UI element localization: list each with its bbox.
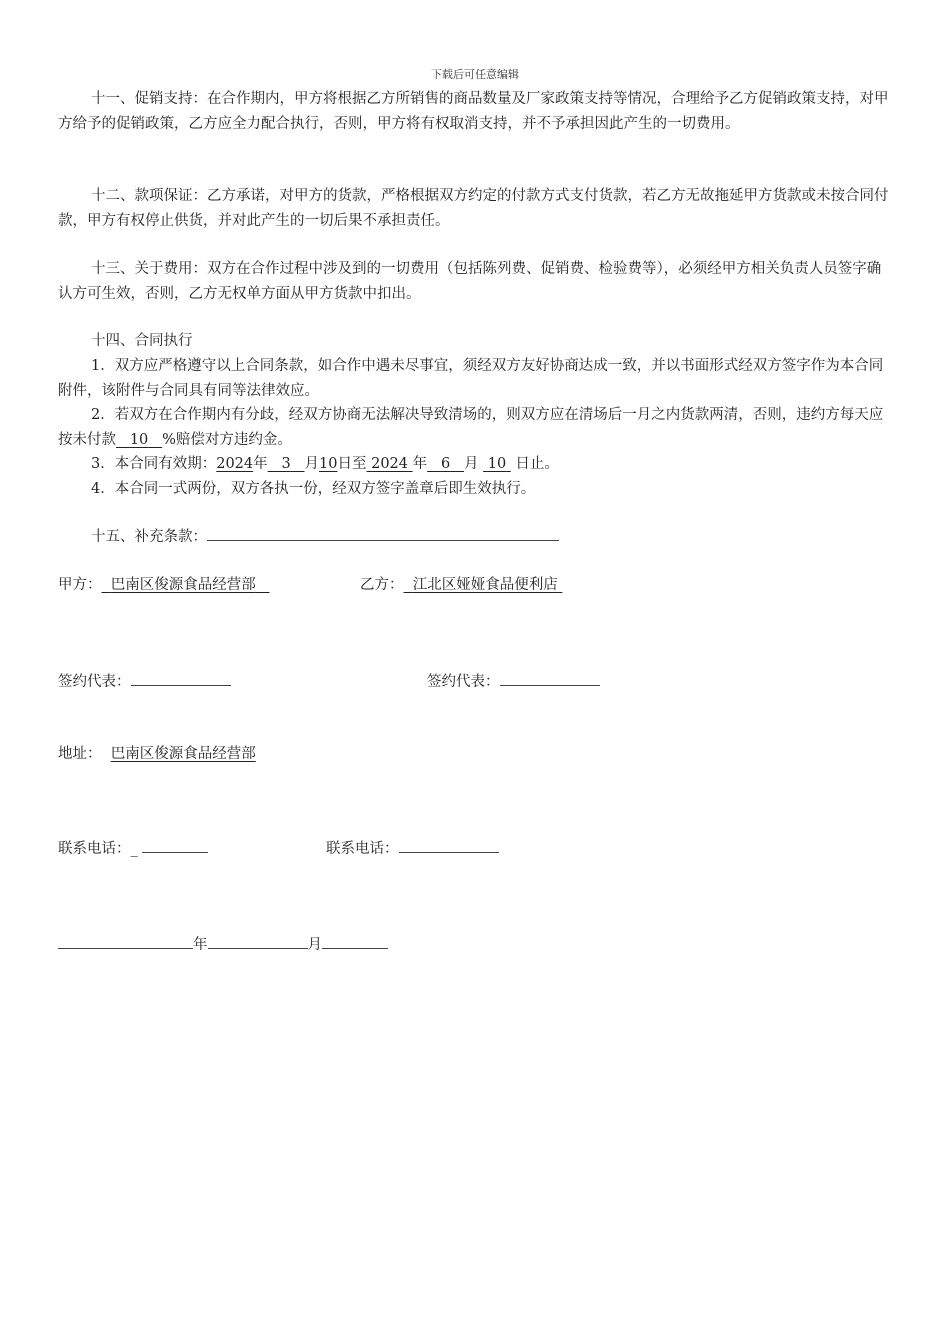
phone-b-field[interactable] bbox=[399, 838, 499, 853]
party-b-name-field[interactable]: 江北区娅娅食品便利店 bbox=[412, 577, 558, 593]
rep-a-field[interactable] bbox=[131, 671, 231, 686]
page-header-note: 下载后可任意编辑 bbox=[431, 68, 519, 81]
penalty-rate-field[interactable]: 10 bbox=[129, 431, 149, 448]
party-a: 甲方： 巴南区俊源食品经营部 bbox=[58, 573, 270, 597]
rep-a: 签约代表： bbox=[58, 670, 231, 694]
signing-date: 年 月 bbox=[58, 933, 388, 957]
rep-b: 签约代表： bbox=[427, 670, 600, 694]
party-b: 乙方： 江北区娅娅食品便利店 bbox=[360, 573, 562, 597]
rep-b-field[interactable] bbox=[500, 671, 600, 686]
end-year-field[interactable]: 2024 bbox=[371, 456, 408, 472]
phone-a-field[interactable] bbox=[142, 838, 208, 853]
start-day-field[interactable]: 10 bbox=[319, 456, 338, 472]
start-year-field[interactable]: 2024 bbox=[216, 456, 254, 472]
date-day-field[interactable] bbox=[322, 934, 388, 949]
start-month-field[interactable]: 3 bbox=[281, 456, 291, 472]
supplementary-terms-field[interactable] bbox=[207, 526, 559, 541]
party-a-name-field[interactable]: 巴南区俊源食品经营部 bbox=[110, 577, 256, 593]
clause-14-item-4: 4．本合同一式两份，双方各执一份，经双方签字盖章后即生效执行。 bbox=[91, 481, 536, 497]
phone-a: 联系电话：_ bbox=[58, 837, 208, 861]
clause-14-item-1: 1．双方应严格遵守以上合同条款，如合作中遇未尽事宜，须经双方友好协商达成一致，并以书面形式经双方签字作为本合同附件，该附件与合同具有同等法律效应。 bbox=[58, 358, 884, 399]
clause-13-text: 十三、关于费用：双方在合作过程中涉及到的一切费用（包括陈列费、促销费、检验费等），必须经甲方相关负责人员签字确认方可生效，否则，乙方无权单方面从甲方货款中扣出。 bbox=[58, 261, 882, 302]
clause-12 bbox=[58, 184, 894, 233]
address: 地址： 巴南区俊源食品经营部 bbox=[58, 746, 256, 762]
address-field[interactable]: 巴南区俊源食品经营部 bbox=[110, 746, 256, 762]
clause-12-text: 十二、款项保证：乙方承诺，对甲方的货款，严格根据双方约定的付款方式支付货款，若乙方无故拖延甲方货款或未按合同付款，甲方有权停止供货，并对此产生的一切后果不承担责任。 bbox=[58, 188, 889, 229]
date-year-field[interactable] bbox=[58, 934, 193, 949]
clause-15: 十五、补充条款： bbox=[91, 525, 559, 549]
clause-14-item-2: 2．若双方在合作期内有分歧，经双方协商无法解决导致清场的，则双方应在清场后一月之内货款两清，否则，违约方每天应按未付款 10 %赔偿对方违约金。 bbox=[58, 407, 884, 448]
date-month-field[interactable] bbox=[208, 934, 308, 949]
clause-14-title: 十四、合同执行 bbox=[91, 333, 193, 349]
clause-11 bbox=[58, 87, 894, 136]
clause-14-item-3: 3．本合同有效期：2024年 3 月10日至 2024 年 6 月 10 日止。 bbox=[91, 456, 559, 472]
clause-13 bbox=[58, 257, 894, 306]
end-day-field[interactable]: 10 bbox=[487, 456, 507, 472]
phone-b: 联系电话： bbox=[326, 837, 499, 861]
end-month-field[interactable]: 6 bbox=[440, 456, 451, 472]
clause-11-text: 十一、促销支持：在合作期内，甲方将根据乙方所销售的商品数量及厂家政策支持等情况，合理给予乙方促销政策支持，对甲方给予的促销政策，乙方应全力配合执行，否则，甲方将有权取消支持，并不予承担因此产生的一切费用。 bbox=[58, 91, 889, 132]
